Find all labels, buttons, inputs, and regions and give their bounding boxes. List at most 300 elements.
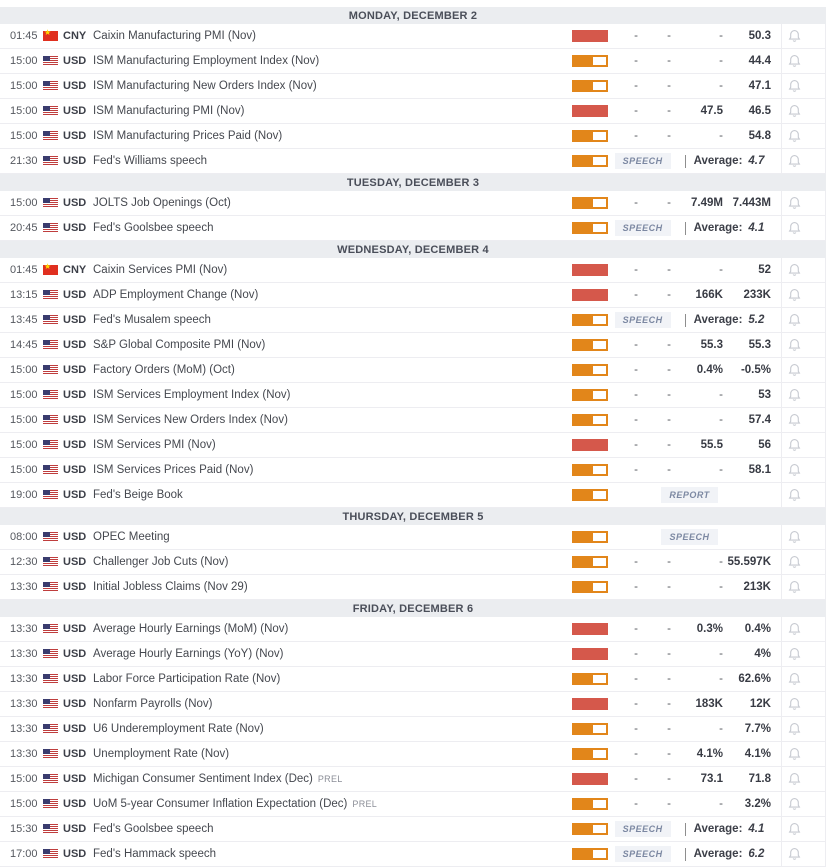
event-time: 13:15 <box>10 289 38 301</box>
value-cell: - <box>667 55 671 67</box>
event-row[interactable] <box>0 667 826 692</box>
event-name[interactable] <box>93 698 572 710</box>
event-values <box>608 358 781 382</box>
event-type-badge: SPEECH <box>615 821 671 837</box>
value-cell: 55.3 <box>700 339 723 351</box>
alert-cell <box>781 24 826 48</box>
average-label: Average: <box>693 848 743 860</box>
event-row[interactable] <box>0 617 826 642</box>
country-flag-icon <box>43 340 58 350</box>
volatility-fill <box>574 850 593 858</box>
value-cell: - <box>634 339 638 351</box>
volatility-indicator <box>572 197 608 209</box>
event-name[interactable] <box>93 581 572 593</box>
value-cell: - <box>667 581 671 593</box>
alert-bell-button[interactable] <box>788 154 801 168</box>
value-cell: 55.597K <box>727 556 771 568</box>
event-row[interactable] <box>0 24 826 49</box>
alert-bell-button[interactable] <box>788 747 801 761</box>
currency-code: USD <box>63 773 87 785</box>
event-values <box>608 550 781 574</box>
currency-code: USD <box>63 364 87 376</box>
event-row[interactable] <box>0 742 826 767</box>
event-row[interactable] <box>0 49 826 74</box>
country-flag-icon <box>43 582 58 592</box>
bell-outline-icon <box>788 288 801 302</box>
alert-bell-button[interactable] <box>788 104 801 118</box>
event-row[interactable] <box>0 842 826 867</box>
volatility-fill <box>574 316 593 324</box>
country-flag-icon <box>43 415 58 425</box>
bell-outline-icon <box>788 622 801 636</box>
event-row[interactable] <box>0 458 826 483</box>
event-name[interactable] <box>93 364 572 376</box>
event-name-label: Fed's Hammack speech <box>93 848 216 860</box>
currency-code: USD <box>63 798 87 810</box>
currency-code: USD <box>63 314 87 326</box>
event-name[interactable] <box>93 848 572 860</box>
alert-cell <box>781 483 826 507</box>
country-flag-icon <box>43 624 58 634</box>
volatility-fill <box>574 366 593 374</box>
event-row[interactable] <box>0 717 826 742</box>
prel-tag: PREL <box>352 799 378 809</box>
event-name[interactable] <box>93 30 572 42</box>
event-name-label: ISM Services Employment Index (Nov) <box>93 389 291 401</box>
event-values <box>608 99 781 123</box>
currency-code: USD <box>63 130 87 142</box>
event-name[interactable] <box>93 264 572 276</box>
alert-bell-button[interactable] <box>788 79 801 93</box>
alert-bell-button[interactable] <box>788 196 801 210</box>
alert-bell-button[interactable] <box>788 338 801 352</box>
event-row[interactable] <box>0 308 826 333</box>
day-rows <box>0 258 826 508</box>
event-values <box>608 74 781 98</box>
value-cell: - <box>667 439 671 451</box>
volatility-fill <box>572 698 608 710</box>
value-cell: - <box>634 105 638 117</box>
volatility-indicator <box>572 556 608 568</box>
currency-code: USD <box>63 673 87 685</box>
event-time: 15:00 <box>10 464 38 476</box>
event-name[interactable] <box>93 105 572 117</box>
volatility-fill <box>574 82 593 90</box>
value-cell: 0.4% <box>696 364 723 376</box>
value-cell: - <box>667 389 671 401</box>
currency-code: USD <box>63 823 87 835</box>
alert-bell-button[interactable] <box>788 797 801 811</box>
event-name[interactable] <box>93 723 572 735</box>
event-name[interactable] <box>93 648 572 660</box>
value-cell: 166K <box>695 289 723 301</box>
bell-outline-icon <box>788 463 801 477</box>
bell-outline-icon <box>788 747 801 761</box>
country-flag-icon <box>43 131 58 141</box>
bell-outline-icon <box>788 488 801 502</box>
event-row[interactable] <box>0 333 826 358</box>
event-row[interactable] <box>0 433 826 458</box>
alert-bell-button[interactable] <box>788 647 801 661</box>
day-header <box>0 7 826 24</box>
event-name[interactable] <box>93 489 572 501</box>
country-flag-icon <box>43 223 58 233</box>
event-time: 01:45 <box>10 264 38 276</box>
currency-code: USD <box>63 723 87 735</box>
event-name[interactable] <box>93 314 572 326</box>
event-name[interactable] <box>93 389 572 401</box>
event-time: 20:45 <box>10 222 38 234</box>
alert-bell-button[interactable] <box>788 438 801 452</box>
event-time: 15:00 <box>10 105 38 117</box>
event-name[interactable] <box>93 414 572 426</box>
day-section <box>0 7 826 174</box>
event-name-label: ISM Manufacturing Prices Paid (Nov) <box>93 130 283 142</box>
value-cell: - <box>719 30 723 42</box>
average-value: 5.2 <box>748 314 765 326</box>
value-cell: - <box>667 130 671 142</box>
value-cell: 4% <box>754 648 771 660</box>
event-name-label: Michigan Consumer Sentiment Index (Dec) <box>93 773 313 785</box>
event-type-badge: SPEECH <box>661 529 717 545</box>
value-cell: - <box>719 389 723 401</box>
event-time: 13:30 <box>10 581 38 593</box>
event-name-label: Fed's Goolsbee speech <box>93 823 214 835</box>
prel-tag: PREL <box>317 774 343 784</box>
bell-outline-icon <box>788 580 801 594</box>
event-name-label: Nonfarm Payrolls (Nov) <box>93 698 213 710</box>
event-row[interactable] <box>0 525 826 550</box>
currency-code: CNY <box>63 30 87 42</box>
volatility-indicator <box>572 489 608 501</box>
alert-bell-button[interactable] <box>788 388 801 402</box>
event-time: 15:00 <box>10 439 38 451</box>
alert-bell-button[interactable] <box>788 413 801 427</box>
volatility-indicator <box>572 155 608 167</box>
value-cell: 56 <box>758 439 771 451</box>
alert-cell <box>781 717 826 741</box>
event-row[interactable] <box>0 74 826 99</box>
event-name[interactable] <box>93 339 572 351</box>
event-values <box>608 308 781 332</box>
alert-cell <box>781 216 826 240</box>
volatility-fill <box>572 773 608 785</box>
alert-cell <box>781 149 826 173</box>
event-row[interactable] <box>0 99 826 124</box>
volatility-fill <box>574 583 593 591</box>
country-flag-icon <box>43 849 58 859</box>
event-name[interactable] <box>93 623 572 635</box>
average-value: 4.7 <box>748 155 765 167</box>
value-cell: 71.8 <box>748 773 771 785</box>
alert-cell <box>781 408 826 432</box>
event-name-label: ISM Manufacturing New Orders Index (Nov) <box>93 80 317 92</box>
event-time: 15:00 <box>10 773 38 785</box>
volatility-fill <box>572 289 608 301</box>
alert-bell-button[interactable] <box>788 263 801 277</box>
event-row[interactable] <box>0 358 826 383</box>
event-row[interactable] <box>0 216 826 241</box>
country-flag-icon <box>43 31 58 41</box>
alert-bell-button[interactable] <box>788 29 801 43</box>
alert-cell <box>781 358 826 382</box>
event-values <box>608 817 781 841</box>
value-cell: - <box>719 723 723 735</box>
day-section <box>0 241 826 508</box>
value-cell: - <box>719 130 723 142</box>
day-header <box>0 174 826 191</box>
value-cell: - <box>634 648 638 660</box>
event-time: 13:30 <box>10 723 38 735</box>
event-row[interactable] <box>0 692 826 717</box>
value-cell: - <box>634 414 638 426</box>
event-values <box>608 124 781 148</box>
volatility-indicator <box>572 581 608 593</box>
event-row[interactable] <box>0 258 826 283</box>
event-name[interactable] <box>93 556 572 568</box>
day-header <box>0 600 826 617</box>
event-row[interactable] <box>0 483 826 508</box>
value-cell: - <box>634 130 638 142</box>
event-time: 08:00 <box>10 531 38 543</box>
alert-cell <box>781 667 826 691</box>
event-name[interactable] <box>93 823 572 835</box>
event-name-label: S&P Global Composite PMI (Nov) <box>93 339 266 351</box>
bell-outline-icon <box>788 822 801 836</box>
event-name[interactable] <box>93 155 572 167</box>
bell-outline-icon <box>788 363 801 377</box>
volatility-indicator <box>572 105 608 117</box>
day-header-label: TUESDAY, DECEMBER 3 <box>346 176 480 189</box>
currency-code: USD <box>63 414 87 426</box>
alert-bell-button[interactable] <box>788 288 801 302</box>
value-cell: - <box>667 673 671 685</box>
event-time: 15:00 <box>10 389 38 401</box>
event-name[interactable] <box>93 748 572 760</box>
volatility-fill <box>574 675 593 683</box>
currency-code: USD <box>63 197 87 209</box>
volatility-indicator <box>572 773 608 785</box>
value-cell: - <box>667 698 671 710</box>
alert-bell-button[interactable] <box>788 221 801 235</box>
event-row[interactable] <box>0 767 826 792</box>
average-value: 6.2 <box>748 848 765 860</box>
event-values <box>608 383 781 407</box>
bell-outline-icon <box>788 221 801 235</box>
value-cell: 3.2% <box>744 798 771 810</box>
day-header-label: MONDAY, DECEMBER 2 <box>348 9 478 22</box>
country-flag-icon <box>43 440 58 450</box>
event-row[interactable] <box>0 575 826 600</box>
event-name-label: Average Hourly Earnings (MoM) (Nov) <box>93 623 289 635</box>
value-cell: - <box>667 30 671 42</box>
alert-cell <box>781 767 826 791</box>
bell-outline-icon <box>788 29 801 43</box>
volatility-indicator <box>572 439 608 451</box>
value-cell: - <box>667 798 671 810</box>
alert-cell <box>781 817 826 841</box>
event-name-label: ISM Services New Orders Index (Nov) <box>93 414 288 426</box>
alert-cell <box>781 575 826 599</box>
value-cell: 12K <box>749 698 771 710</box>
value-cell: - <box>667 80 671 92</box>
bell-outline-icon <box>788 847 801 861</box>
country-flag-icon <box>43 390 58 400</box>
value-cell: - <box>634 698 638 710</box>
alert-bell-button[interactable] <box>788 672 801 686</box>
event-row[interactable] <box>0 383 826 408</box>
country-flag-icon <box>43 56 58 66</box>
average-value: 4.1 <box>748 222 765 234</box>
value-cell: - <box>719 414 723 426</box>
event-time: 14:45 <box>10 339 38 351</box>
alert-bell-button[interactable] <box>788 463 801 477</box>
event-row[interactable] <box>0 550 826 575</box>
alert-bell-button[interactable] <box>788 722 801 736</box>
event-name[interactable] <box>93 289 572 301</box>
alert-bell-button[interactable] <box>788 822 801 836</box>
event-type-badge: SPEECH <box>615 312 671 328</box>
value-cell: - <box>719 798 723 810</box>
event-type-badge: SPEECH <box>615 153 671 169</box>
volatility-fill <box>574 224 593 232</box>
value-cell: - <box>667 723 671 735</box>
day-section <box>0 174 826 241</box>
event-values <box>608 408 781 432</box>
event-name-label: Factory Orders (MoM) (Oct) <box>93 364 235 376</box>
volatility-fill <box>574 800 593 808</box>
event-name-label: JOLTS Job Openings (Oct) <box>93 197 231 209</box>
alert-cell <box>781 433 826 457</box>
event-row[interactable] <box>0 642 826 667</box>
event-row[interactable] <box>0 149 826 174</box>
volatility-fill <box>574 533 593 541</box>
event-values <box>608 49 781 73</box>
volatility-indicator <box>572 289 608 301</box>
volatility-fill <box>572 30 608 42</box>
event-name[interactable] <box>93 222 572 234</box>
value-cell: - <box>634 723 638 735</box>
volatility-indicator <box>572 798 608 810</box>
event-row[interactable] <box>0 792 826 817</box>
value-cell: 57.4 <box>748 414 771 426</box>
volatility-fill <box>574 57 593 65</box>
value-cell: - <box>634 673 638 685</box>
event-row[interactable] <box>0 124 826 149</box>
volatility-indicator <box>572 723 608 735</box>
alert-bell-button[interactable] <box>788 363 801 377</box>
alert-cell <box>781 124 826 148</box>
bell-outline-icon <box>788 672 801 686</box>
event-values <box>608 525 781 549</box>
day-section <box>0 600 826 867</box>
alert-bell-button[interactable] <box>788 530 801 544</box>
event-time: 13:30 <box>10 648 38 660</box>
alert-cell <box>781 742 826 766</box>
value-cell: - <box>634 264 638 276</box>
event-values <box>608 792 781 816</box>
event-name[interactable] <box>93 531 572 543</box>
alert-bell-button[interactable] <box>788 697 801 711</box>
event-name[interactable] <box>93 439 572 451</box>
event-values <box>608 667 781 691</box>
alert-bell-button[interactable] <box>788 580 801 594</box>
event-row[interactable] <box>0 408 826 433</box>
event-name-label: Initial Jobless Claims (Nov 29) <box>93 581 248 593</box>
event-name-label: Labor Force Participation Rate (Nov) <box>93 673 281 685</box>
value-cell: - <box>667 648 671 660</box>
alert-bell-button[interactable] <box>788 772 801 786</box>
event-values <box>608 742 781 766</box>
value-cell: 58.1 <box>748 464 771 476</box>
value-cell: - <box>634 623 638 635</box>
event-name[interactable] <box>93 55 572 67</box>
event-name[interactable] <box>93 197 572 209</box>
day-rows <box>0 617 826 867</box>
currency-code: USD <box>63 55 87 67</box>
event-time: 13:30 <box>10 748 38 760</box>
event-name[interactable] <box>93 798 572 810</box>
alert-bell-button[interactable] <box>788 129 801 143</box>
volatility-indicator <box>572 314 608 326</box>
alert-bell-button[interactable] <box>788 488 801 502</box>
event-name[interactable] <box>93 130 572 142</box>
bell-outline-icon <box>788 263 801 277</box>
value-cell: - <box>719 648 723 660</box>
volatility-indicator <box>572 414 608 426</box>
country-flag-icon <box>43 156 58 166</box>
volatility-fill <box>574 199 593 207</box>
alert-cell <box>781 258 826 282</box>
event-time: 15:00 <box>10 130 38 142</box>
value-cell: - <box>634 798 638 810</box>
event-row[interactable] <box>0 191 826 216</box>
value-cell: 0.4% <box>744 623 771 635</box>
event-name[interactable] <box>93 464 572 476</box>
event-row[interactable] <box>0 283 826 308</box>
value-cell: 47.5 <box>700 105 723 117</box>
volatility-fill <box>572 439 608 451</box>
alert-bell-button[interactable] <box>788 313 801 327</box>
alert-bell-button[interactable] <box>788 54 801 68</box>
bell-outline-icon <box>788 647 801 661</box>
bell-outline-icon <box>788 722 801 736</box>
value-cell: - <box>667 289 671 301</box>
alert-bell-button[interactable] <box>788 555 801 569</box>
country-flag-icon <box>43 649 58 659</box>
alert-bell-button[interactable] <box>788 847 801 861</box>
event-name[interactable] <box>93 80 572 92</box>
event-values <box>608 842 781 866</box>
bell-outline-icon <box>788 772 801 786</box>
event-name[interactable] <box>93 673 572 685</box>
volatility-fill <box>574 491 593 499</box>
volatility-indicator <box>572 30 608 42</box>
event-type-badge: SPEECH <box>615 220 671 236</box>
event-time: 01:45 <box>10 30 38 42</box>
event-name-label: Unemployment Rate (Nov) <box>93 748 230 760</box>
volatility-fill <box>574 391 593 399</box>
event-name[interactable] <box>93 773 572 785</box>
volatility-indicator <box>572 623 608 635</box>
value-cell: - <box>634 439 638 451</box>
event-time: 15:00 <box>10 55 38 67</box>
event-row[interactable] <box>0 817 826 842</box>
alert-bell-button[interactable] <box>788 622 801 636</box>
value-cell: 4.1% <box>744 748 771 760</box>
volatility-indicator <box>572 823 608 835</box>
currency-code: USD <box>63 105 87 117</box>
